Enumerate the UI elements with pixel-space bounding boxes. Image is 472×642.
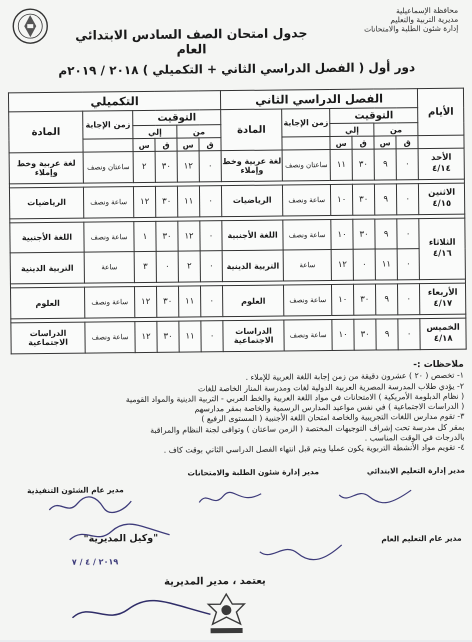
subject-cell: الرياضيات xyxy=(222,185,283,216)
table-row xyxy=(10,249,465,285)
to-hour: ١٠ xyxy=(332,319,354,350)
from-minutes: ٠ xyxy=(201,321,223,352)
issuing-authority xyxy=(308,6,458,35)
from-minutes: ٠ xyxy=(397,249,419,280)
to-hour: ١٢ xyxy=(135,287,157,318)
signature-general-education: مدير عام التعليم العام xyxy=(381,533,462,544)
answer-duration: ساعة xyxy=(84,252,134,283)
handwritten-signature-icon xyxy=(195,488,265,511)
day-cell xyxy=(419,218,466,280)
from-hour: ١١ xyxy=(375,249,397,280)
note-line: ٢- يؤدي طلاب المدرسة المصرية العربية الدولية لغات ومدرسة المنار الخاصة للغات xyxy=(197,381,465,394)
subject-cell: التربية الدينية xyxy=(222,250,283,281)
day-subheader-empty xyxy=(418,135,464,148)
to-hour: ١٠ xyxy=(331,219,353,250)
day-cell xyxy=(420,318,466,349)
subject-header: المادة xyxy=(9,111,84,153)
to-minutes: ٣٠ xyxy=(156,186,178,217)
duration-subheader-empty xyxy=(83,139,133,153)
to-hour: ١ xyxy=(134,221,156,252)
authority-line: إدارة شئون الطلبة والامتحانات xyxy=(363,23,459,34)
day-cell xyxy=(419,183,465,214)
to-minutes: ٣٠ xyxy=(156,221,178,252)
subject-cell: الرياضيات xyxy=(9,187,83,219)
duration-subheader-empty xyxy=(282,137,330,151)
day-cell xyxy=(418,148,464,179)
signature-date: ٢٠١٩ / ٤ / ٧ xyxy=(71,557,119,567)
to-hour: ٢ xyxy=(133,151,155,182)
answer-duration: ساعة ونصف xyxy=(284,285,332,316)
day-name: الخميس xyxy=(426,322,460,334)
answer-duration: ساعة ونصف xyxy=(284,320,332,351)
from-minutes: ٠ xyxy=(200,186,222,217)
from-hour: ٩ xyxy=(376,319,398,350)
subject-cell: التربية الدينية xyxy=(10,253,84,285)
from-minutes: ٠ xyxy=(398,284,420,315)
answer-duration: ساعة ونصف xyxy=(283,219,331,250)
second-term-header: الفصل الدراسي الثاني xyxy=(221,89,418,110)
from-header: من xyxy=(374,123,418,136)
answer-duration: ساعة ونصف xyxy=(85,322,135,353)
q-header: ق xyxy=(155,138,177,151)
notes-title: ملاحظات :- xyxy=(413,359,464,371)
from-minutes: ٠ xyxy=(397,218,419,249)
handwritten-signature-icon xyxy=(66,596,216,628)
handwritten-signature-icon xyxy=(256,539,346,564)
signature-education-admin: مدير إدارة التعليم الابتدائي xyxy=(366,465,465,476)
to-hour: ١٠ xyxy=(332,285,354,316)
subject-cell: اللغة الأجنبية xyxy=(222,220,283,251)
to-minutes: ٣٠ xyxy=(353,219,375,250)
to-minutes: ٣٠ xyxy=(157,321,179,352)
day-name: الأحد xyxy=(431,152,452,163)
signature-students-affairs: مدير إدارة شئون الطلبة والامتحانات xyxy=(187,467,319,478)
s-header: س xyxy=(374,136,396,149)
to-hour: ١١ xyxy=(330,149,352,180)
answer-duration: ساعة ونصف xyxy=(84,221,134,252)
subject-cell: لغة عربية وخط وإملاء xyxy=(9,152,83,184)
from-hour: ١١ xyxy=(179,321,201,352)
to-minutes: ٣٠ xyxy=(353,184,375,215)
table-row xyxy=(9,148,464,184)
from-hour: ٩ xyxy=(375,184,397,215)
to-hour: ١٢ xyxy=(134,186,156,217)
to-minutes: ٣٠ xyxy=(352,149,374,180)
authority-line: محافظة الإسماعيلية xyxy=(396,5,459,16)
q-header: ق xyxy=(199,138,221,151)
days-header: الأيام xyxy=(418,88,464,135)
schedule-body xyxy=(9,148,466,354)
subject-cell: اللغة الأجنبية xyxy=(10,222,84,254)
table-row xyxy=(10,218,465,254)
q-header: ق xyxy=(396,136,418,149)
answer-duration: ساعة ونصف xyxy=(85,287,135,318)
handwritten-signature-icon xyxy=(335,484,415,507)
duration-header: زمن الإجابة xyxy=(83,111,133,140)
note-line: ( الدراسات الاجتماعية ) في نفس مواعيد المدارس الرسمية والخاصة بمقر مدارسهم xyxy=(194,401,465,414)
from-hour: ١٢ xyxy=(178,221,200,252)
note-line: ( نظام الدبلومة الأمريكية ) الامتحانات في مواد اللغة العربية والخط العربي - التربية الدينية والمواد القومية xyxy=(125,391,465,405)
subject-cell: العلوم xyxy=(223,285,284,316)
table-row xyxy=(9,183,464,219)
supplementary-header: التكميلي xyxy=(8,91,220,112)
answer-duration: ساعة ونصف xyxy=(84,186,134,217)
from-hour: ٢ xyxy=(178,251,200,282)
s-header: س xyxy=(330,136,352,149)
day-cell xyxy=(420,283,466,314)
answer-duration: ساعة ونصف xyxy=(283,184,331,215)
to-hour: ١٢ xyxy=(331,250,353,281)
day-name: الاثنين xyxy=(428,187,456,198)
note-line: بالدرجات في الوقت المناسب . xyxy=(364,432,465,443)
handwritten-signature-icon xyxy=(65,521,175,548)
from-hour: ١١ xyxy=(178,186,200,217)
subject-cell: لغة عربية وخط وإملاء xyxy=(221,150,282,181)
s-header: س xyxy=(133,138,155,151)
day-date: ٤/١٨ xyxy=(433,333,453,345)
duration-header: زمن الإجابة xyxy=(282,109,330,138)
to-hour: ١٠ xyxy=(331,184,353,215)
subject-cell: الدراسات الاجتماعية xyxy=(11,322,85,354)
signature-exec-affairs: مدير عام الشئون التنفيذية xyxy=(27,485,124,496)
from-hour: ٩ xyxy=(375,219,397,250)
signatures-area xyxy=(13,465,469,588)
to-header: إلي xyxy=(133,125,177,138)
timing-header: التوقيت xyxy=(133,110,221,126)
day-date: ٤/١٦ xyxy=(432,248,452,259)
to-minutes: ٣٠ xyxy=(155,151,177,182)
signature-approval: يعتمد ، مدير المديرية xyxy=(164,575,266,588)
answer-duration: ساعتان ونصف xyxy=(83,152,133,183)
from-hour: ١٢ xyxy=(177,151,199,182)
note-line: ٤- تقويم مواد الأنشطة التربوية يكون عمليا ويتم قبل انتهاء الفصل الدراسي الثاني بوقت كاف . xyxy=(163,443,465,456)
to-hour: ٣ xyxy=(134,252,156,283)
answer-duration: ساعتان ونصف xyxy=(282,150,330,181)
from-hour: ٩ xyxy=(374,149,396,180)
document-title: جدول امتحان الصف السادس الابتدائي العام xyxy=(75,25,308,57)
from-minutes: ٠ xyxy=(199,151,221,182)
from-minutes: ٠ xyxy=(201,286,223,317)
exam-schedule-table xyxy=(8,88,467,355)
signature-deputy: "وكيل المديرية" xyxy=(83,532,159,545)
from-header: من xyxy=(177,125,221,138)
day-name: الثلاثاء xyxy=(428,237,456,248)
from-minutes: ٠ xyxy=(200,220,222,251)
to-minutes: ٣٠ xyxy=(354,319,376,350)
q-header: ق xyxy=(352,136,374,149)
official-seal-icon xyxy=(196,590,256,637)
to-minutes: ٣٠ xyxy=(157,286,179,317)
day-name: الأربعاء xyxy=(427,287,458,299)
note-line: بمقر كل مدرسة تحت إشراف التوجيهات المختصة ( الزمن ساعتان ) وتوافى لجنة النظام والمراقبة xyxy=(150,422,465,435)
s-header: س xyxy=(177,138,199,151)
from-minutes: ٠ xyxy=(397,183,419,214)
day-date: ٤/١٥ xyxy=(432,198,452,209)
timing-header: التوقيت xyxy=(330,108,418,124)
table-row xyxy=(11,283,466,319)
answer-duration: ساعة xyxy=(283,250,331,281)
notes-section xyxy=(14,360,465,458)
day-date: ٤/١٤ xyxy=(432,163,451,174)
to-minutes: ٠ xyxy=(353,249,375,280)
ministry-logo-icon xyxy=(10,6,50,46)
handwritten-signature-icon xyxy=(45,493,135,518)
note-line: ١- تخصص ( ٢٠ ) عشرون دقيقة من زمن إجابة اللغة العربية للإملاء . xyxy=(245,370,464,383)
day-date: ٤/١٧ xyxy=(433,298,453,310)
from-hour: ١١ xyxy=(179,286,201,317)
authority-line: مديرية التربية والتعليم xyxy=(390,14,459,25)
subject-cell: الدراسات الاجتماعية xyxy=(223,320,284,352)
from-minutes: ٠ xyxy=(200,251,222,282)
from-minutes: ٠ xyxy=(398,319,420,350)
to-minutes: ٠ xyxy=(156,252,178,283)
note-line: ٣- تقوم مدارس اللغات التجريبية والخاصة امتحان اللغة الأجنبية ( المستوى الرفيع ) xyxy=(201,412,465,424)
table-row xyxy=(11,318,466,354)
to-header: إلي xyxy=(330,123,374,136)
subject-header: المادة xyxy=(221,109,282,151)
from-hour: ٩ xyxy=(376,284,398,315)
to-minutes: ٣٠ xyxy=(354,284,376,315)
subject-cell: العلوم xyxy=(11,287,85,319)
from-minutes: ٠ xyxy=(396,149,418,180)
document-subtitle: دور أول ( الفصل الدراسي الثاني + التكميلي ) ٢٠١٨ / ٢٠١٩م xyxy=(58,60,416,78)
to-hour: ١٢ xyxy=(135,321,157,352)
